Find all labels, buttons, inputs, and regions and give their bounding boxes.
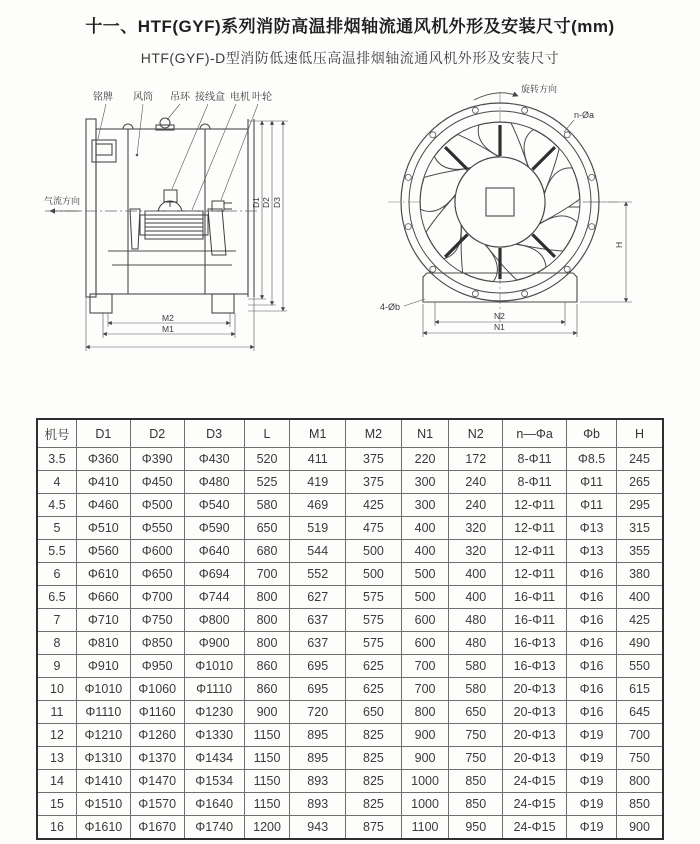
table-row <box>37 770 663 793</box>
table-cell: 700 <box>401 678 449 701</box>
table-cell: 16-Φ11 <box>503 609 567 632</box>
table-cell: Φ650 <box>130 563 184 586</box>
table-cell: Φ450 <box>130 471 184 494</box>
table-cell: 650 <box>346 701 402 724</box>
table-cell: Φ540 <box>184 494 244 517</box>
table-cell: 8-Φ11 <box>503 471 567 494</box>
table-cell: Φ1330 <box>184 724 244 747</box>
table-cell: 627 <box>290 586 346 609</box>
table-cell: Φ1230 <box>184 701 244 724</box>
table-cell: Φ1670 <box>130 816 184 840</box>
table-cell: 411 <box>290 448 346 471</box>
table-cell: Φ1210 <box>76 724 130 747</box>
table-cell: Φ1640 <box>184 793 244 816</box>
table-cell: 875 <box>346 816 402 840</box>
impeller-label: 叶轮 <box>252 92 272 103</box>
table-cell: Φ1740 <box>184 816 244 840</box>
table-cell: 580 <box>449 678 503 701</box>
table-cell: 6.5 <box>37 586 76 609</box>
table-cell: 20-Φ13 <box>503 724 567 747</box>
table-cell: 800 <box>617 770 663 793</box>
table-cell: Φ460 <box>76 494 130 517</box>
table-cell: 580 <box>244 494 290 517</box>
table-cell: Φ1610 <box>76 816 130 840</box>
table-row <box>37 724 663 747</box>
table-cell: 700 <box>401 655 449 678</box>
table-cell: 615 <box>617 678 663 701</box>
table-cell: 240 <box>449 494 503 517</box>
table-cell: 490 <box>617 632 663 655</box>
table-cell: Φ590 <box>184 517 244 540</box>
table-cell: 637 <box>290 609 346 632</box>
table-cell: 480 <box>449 609 503 632</box>
table-cell: 575 <box>346 586 402 609</box>
table-row <box>37 448 663 471</box>
lifting-ring-label: 吊环 <box>170 92 190 103</box>
table-cell: 16-Φ11 <box>503 586 567 609</box>
table-cell: 900 <box>401 747 449 770</box>
table-cell: 245 <box>617 448 663 471</box>
table-cell: Φ480 <box>184 471 244 494</box>
table-cell: 9 <box>37 655 76 678</box>
table-row <box>37 747 663 770</box>
table-cell: 10 <box>37 678 76 701</box>
table-cell: 500 <box>346 563 402 586</box>
table-cell: 475 <box>346 517 402 540</box>
table-cell: 825 <box>346 793 402 816</box>
table-header-cell: L <box>244 419 290 448</box>
table-cell: 850 <box>449 793 503 816</box>
table-cell: 1150 <box>244 724 290 747</box>
table-cell: Φ750 <box>130 609 184 632</box>
table-cell: 825 <box>346 724 402 747</box>
nameplate-label: 铭牌 <box>93 92 113 103</box>
table-cell: 12 <box>37 724 76 747</box>
table-cell: 20-Φ13 <box>503 678 567 701</box>
table-row <box>37 632 663 655</box>
table-cell: 500 <box>346 540 402 563</box>
table-cell: 575 <box>346 632 402 655</box>
table-cell: 893 <box>290 770 346 793</box>
table-cell: 220 <box>401 448 449 471</box>
dimension-table-wrap <box>36 418 664 840</box>
table-cell: 850 <box>617 793 663 816</box>
size-table-body <box>37 448 663 840</box>
table-cell: 650 <box>449 701 503 724</box>
table-cell: 295 <box>617 494 663 517</box>
table-header-cell: M1 <box>290 419 346 448</box>
table-cell: 637 <box>290 632 346 655</box>
table-cell: Φ900 <box>184 632 244 655</box>
table-cell: 800 <box>401 701 449 724</box>
table-cell: 375 <box>346 448 402 471</box>
table-cell: Φ16 <box>567 609 617 632</box>
table-cell: 16-Φ13 <box>503 632 567 655</box>
table-cell: 355 <box>617 540 663 563</box>
dim-m1-label: M1 <box>162 324 174 334</box>
table-cell: 400 <box>401 540 449 563</box>
table-cell: 695 <box>290 678 346 701</box>
table-cell: 625 <box>346 655 402 678</box>
table-cell: 700 <box>244 563 290 586</box>
table-cell: 695 <box>290 655 346 678</box>
table-cell: 300 <box>401 494 449 517</box>
junction-box-label: 接线盒 <box>195 92 225 103</box>
table-cell: 575 <box>346 609 402 632</box>
table-cell: Φ16 <box>567 701 617 724</box>
table-cell: Φ410 <box>76 471 130 494</box>
table-cell: 552 <box>290 563 346 586</box>
table-cell: Φ1010 <box>184 655 244 678</box>
table-cell: Φ1260 <box>130 724 184 747</box>
table-cell: 500 <box>401 586 449 609</box>
table-cell: 1200 <box>244 816 290 840</box>
table-cell: 720 <box>290 701 346 724</box>
table-cell: 520 <box>244 448 290 471</box>
table-cell: 16 <box>37 816 76 840</box>
table-cell: Φ16 <box>567 586 617 609</box>
airflow-direction-label: 气流方向 <box>44 196 81 206</box>
table-cell: 12-Φ11 <box>503 517 567 540</box>
foot-holes-label: 4-Øb <box>380 302 401 312</box>
table-row <box>37 678 663 701</box>
table-header-cell: N2 <box>449 419 503 448</box>
dimension-table <box>36 418 664 840</box>
table-cell: 900 <box>617 816 663 840</box>
casing-label: 风筒 <box>133 92 153 103</box>
table-cell: Φ800 <box>184 609 244 632</box>
table-cell: Φ11 <box>567 494 617 517</box>
table-cell: Φ1310 <box>76 747 130 770</box>
table-cell: 895 <box>290 724 346 747</box>
table-cell: 1150 <box>244 770 290 793</box>
table-cell: 6 <box>37 563 76 586</box>
table-cell: 680 <box>244 540 290 563</box>
table-cell: 1000 <box>401 770 449 793</box>
table-cell: 172 <box>449 448 503 471</box>
table-cell: 825 <box>346 770 402 793</box>
table-cell: Φ16 <box>567 632 617 655</box>
table-cell: 425 <box>617 609 663 632</box>
table-row <box>37 540 663 563</box>
table-cell: 4.5 <box>37 494 76 517</box>
table-cell: 943 <box>290 816 346 840</box>
table-cell: 4 <box>37 471 76 494</box>
table-cell: 1150 <box>244 747 290 770</box>
table-cell: Φ1434 <box>184 747 244 770</box>
table-cell: Φ360 <box>76 448 130 471</box>
table-cell: Φ19 <box>567 816 617 840</box>
table-cell: Φ11 <box>567 471 617 494</box>
table-cell: 375 <box>346 471 402 494</box>
table-cell: 950 <box>449 816 503 840</box>
table-cell: 800 <box>244 632 290 655</box>
table-cell: 645 <box>617 701 663 724</box>
table-row <box>37 793 663 816</box>
dim-d1-label: D1 <box>251 197 261 208</box>
table-cell: Φ560 <box>76 540 130 563</box>
table-row <box>37 586 663 609</box>
table-header-cell: D2 <box>130 419 184 448</box>
table-cell: Φ550 <box>130 517 184 540</box>
table-header-cell: D3 <box>184 419 244 448</box>
table-row <box>37 655 663 678</box>
motor-label: 电机 <box>230 92 250 103</box>
table-cell: 860 <box>244 655 290 678</box>
table-cell: 850 <box>449 770 503 793</box>
table-header-cell: Φb <box>567 419 617 448</box>
table-cell: Φ640 <box>184 540 244 563</box>
table-cell: Φ8.5 <box>567 448 617 471</box>
table-cell: 625 <box>346 678 402 701</box>
table-cell: 5.5 <box>37 540 76 563</box>
table-cell: 900 <box>401 724 449 747</box>
dim-m2-label: M2 <box>162 313 174 323</box>
rotation-direction-label: 旋转方向 <box>521 84 558 94</box>
table-cell: Φ1570 <box>130 793 184 816</box>
table-cell: 425 <box>346 494 402 517</box>
table-cell: 825 <box>346 747 402 770</box>
table-cell: Φ1470 <box>130 770 184 793</box>
table-cell: Φ600 <box>130 540 184 563</box>
table-cell: 14 <box>37 770 76 793</box>
table-cell: Φ13 <box>567 517 617 540</box>
table-cell: 315 <box>617 517 663 540</box>
table-header-cell: n—Φa <box>503 419 567 448</box>
dim-d2-label: D2 <box>261 197 271 208</box>
dim-d3-label: D3 <box>272 197 282 208</box>
table-cell: Φ710 <box>76 609 130 632</box>
table-cell: 16-Φ13 <box>503 655 567 678</box>
table-cell: 480 <box>449 632 503 655</box>
table-cell: Φ16 <box>567 563 617 586</box>
table-cell: Φ810 <box>76 632 130 655</box>
dim-n2-label: N2 <box>494 311 505 321</box>
table-cell: 1100 <box>401 816 449 840</box>
table-cell: Φ1010 <box>76 678 130 701</box>
table-header-cell: M2 <box>346 419 402 448</box>
table-cell: 20-Φ13 <box>503 701 567 724</box>
table-cell: Φ1534 <box>184 770 244 793</box>
table-header-cell: N1 <box>401 419 449 448</box>
table-cell: 469 <box>290 494 346 517</box>
fan-side-view-drawing <box>40 83 360 373</box>
table-cell: 893 <box>290 793 346 816</box>
table-cell: Φ850 <box>130 632 184 655</box>
table-cell: 1000 <box>401 793 449 816</box>
table-cell: 895 <box>290 747 346 770</box>
table-cell: 500 <box>401 563 449 586</box>
table-cell: 15 <box>37 793 76 816</box>
table-cell: 320 <box>449 540 503 563</box>
table-cell: Φ13 <box>567 540 617 563</box>
page-subtitle: HTF(GYF)-D型消防低速低压高温排烟轴流通风机外形及安装尺寸 <box>140 50 560 66</box>
table-cell: 24-Φ15 <box>503 816 567 840</box>
table-cell: 8 <box>37 632 76 655</box>
table-cell: 750 <box>617 747 663 770</box>
table-cell: Φ430 <box>184 448 244 471</box>
table-cell: 11 <box>37 701 76 724</box>
table-row <box>37 816 663 840</box>
table-cell: Φ16 <box>567 678 617 701</box>
table-header-cell: H <box>617 419 663 448</box>
table-header-cell: 机号 <box>37 419 76 448</box>
table-row <box>37 517 663 540</box>
table-cell: 400 <box>449 586 503 609</box>
table-row <box>37 471 663 494</box>
table-cell: Φ500 <box>130 494 184 517</box>
table-cell: Φ19 <box>567 747 617 770</box>
table-cell: 380 <box>617 563 663 586</box>
table-cell: 700 <box>617 724 663 747</box>
table-cell: 519 <box>290 517 346 540</box>
table-cell: 750 <box>449 724 503 747</box>
dim-n1-label: N1 <box>494 322 505 332</box>
table-cell: Φ1510 <box>76 793 130 816</box>
table-cell: 550 <box>617 655 663 678</box>
table-header-row <box>37 419 663 448</box>
fan-front-view-drawing <box>378 80 688 370</box>
table-row <box>37 609 663 632</box>
table-cell: 800 <box>244 586 290 609</box>
table-row <box>37 563 663 586</box>
table-cell: 400 <box>617 586 663 609</box>
table-row <box>37 494 663 517</box>
table-cell: 265 <box>617 471 663 494</box>
bolt-holes-label: n-Øa <box>574 110 595 120</box>
table-cell: 600 <box>401 632 449 655</box>
table-cell: Φ610 <box>76 563 130 586</box>
table-cell: Φ19 <box>567 793 617 816</box>
table-cell: 400 <box>449 563 503 586</box>
dim-h-label: H <box>614 241 624 248</box>
table-cell: 13 <box>37 747 76 770</box>
table-cell: Φ660 <box>76 586 130 609</box>
table-cell: Φ510 <box>76 517 130 540</box>
table-header-cell: D1 <box>76 419 130 448</box>
table-cell: Φ910 <box>76 655 130 678</box>
table-cell: 3.5 <box>37 448 76 471</box>
table-cell: Φ950 <box>130 655 184 678</box>
table-cell: 800 <box>244 609 290 632</box>
table-cell: 240 <box>449 471 503 494</box>
table-cell: 12-Φ11 <box>503 494 567 517</box>
page-title: 十一、HTF(GYF)系列消防高温排烟轴流通风机外形及安装尺寸(mm) <box>85 17 615 36</box>
table-cell: 5 <box>37 517 76 540</box>
table-cell: Φ1370 <box>130 747 184 770</box>
table-cell: 320 <box>449 517 503 540</box>
table-cell: 12-Φ11 <box>503 563 567 586</box>
table-cell: Φ1110 <box>184 678 244 701</box>
table-cell: 7 <box>37 609 76 632</box>
table-cell: 24-Φ15 <box>503 770 567 793</box>
table-cell: Φ390 <box>130 448 184 471</box>
table-row <box>37 701 663 724</box>
table-cell: Φ1060 <box>130 678 184 701</box>
table-cell: 300 <box>401 471 449 494</box>
table-cell: Φ744 <box>184 586 244 609</box>
table-cell: 525 <box>244 471 290 494</box>
table-cell: 900 <box>244 701 290 724</box>
table-cell: 20-Φ13 <box>503 747 567 770</box>
table-cell: 419 <box>290 471 346 494</box>
table-cell: 12-Φ11 <box>503 540 567 563</box>
table-cell: Φ1110 <box>76 701 130 724</box>
table-cell: 650 <box>244 517 290 540</box>
table-cell: Φ16 <box>567 655 617 678</box>
table-cell: 1150 <box>244 793 290 816</box>
table-cell: Φ19 <box>567 724 617 747</box>
table-cell: 580 <box>449 655 503 678</box>
table-cell: 544 <box>290 540 346 563</box>
table-cell: 750 <box>449 747 503 770</box>
table-cell: Φ1410 <box>76 770 130 793</box>
table-cell: Φ694 <box>184 563 244 586</box>
table-cell: 24-Φ15 <box>503 793 567 816</box>
table-cell: 8-Φ11 <box>503 448 567 471</box>
table-cell: Φ700 <box>130 586 184 609</box>
table-cell: 400 <box>401 517 449 540</box>
table-cell: Φ19 <box>567 770 617 793</box>
table-cell: Φ1160 <box>130 701 184 724</box>
table-cell: 860 <box>244 678 290 701</box>
table-cell: 600 <box>401 609 449 632</box>
